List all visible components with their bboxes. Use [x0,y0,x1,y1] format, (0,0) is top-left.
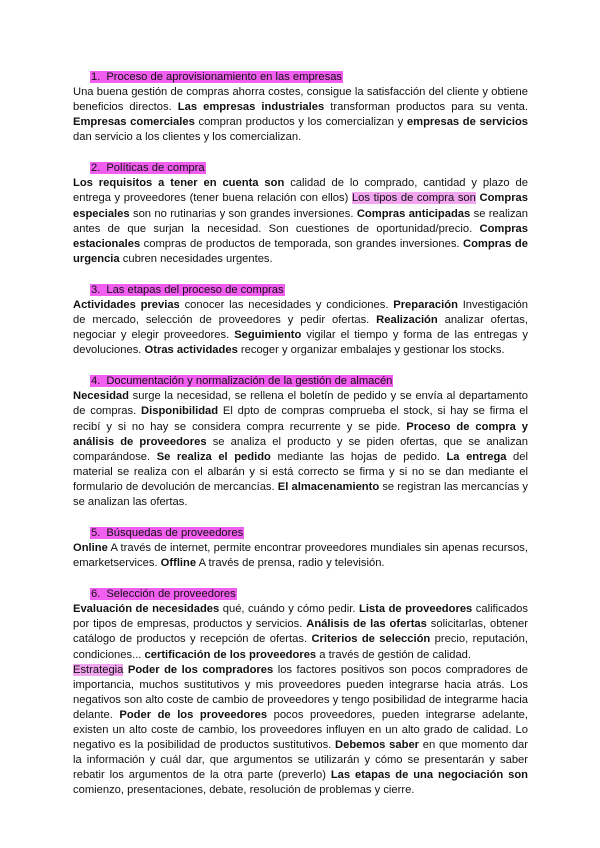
bold-term: Los requisitos a tener en cuenta son [73,177,285,190]
bold-term: Otras actividades [144,344,238,357]
bold-term: Preparación [393,298,458,311]
bold-term: Seguimiento [234,329,302,342]
highlighted-text: Los tipos de compra son [351,192,476,205]
section-heading [73,70,528,84]
section-number: 2. [91,162,101,175]
section-number: 6. [91,588,101,601]
section-paragraph [73,298,528,358]
text-run: transforman productos para su venta. [324,101,529,114]
bold-term: certificación de los proveedores [144,648,317,661]
bold-term: Poder de los compradores [127,663,274,676]
text-run: surge la necesidad, se rellena el boletín de pedido y se envía al departamento de compras. [73,390,528,418]
bold-term: Evaluación de necesidades [73,603,220,616]
text-run: calidad de lo comprado, cantidad y plazo de entrega y proveedores (tener buena relación con ellos) [73,177,528,205]
section-number: 3. [91,283,101,296]
section-heading [73,374,528,388]
bold-term: Criterios de selección [311,633,431,646]
section-heading [73,526,528,540]
section-title: Selección de proveedores [106,588,236,601]
section-heading [73,587,528,601]
section-heading [73,161,528,175]
bold-term: Compras de urgencia [73,237,528,265]
text-run: A través de internet, permite encontrar proveedores mundiales sin apenas recursos, emarketservices. [73,542,528,570]
text-run: vigilar el tiempo y forma de las entregas y devoluciones. [73,329,528,357]
bold-term: empresas de servicios [406,116,529,129]
text-run: se realizan antes de que surjan la necesidad. Son cuestiones de oportunidad/precio. [73,207,528,235]
highlighted-text: Estrategia [73,663,124,676]
bold-term: Empresas comerciales [73,116,195,129]
text-run: A través de prensa, radio y televisión. [196,557,385,570]
section-heading-highlight [90,284,285,296]
section-title: Búsquedas de proveedores [106,527,244,540]
text-run: son no rutinarias y son grandes inversiones. [129,207,357,220]
section-paragraph [73,389,528,510]
section-title: Documentación y normalización de la gestión de almacén [106,375,393,388]
section-paragraph [73,176,528,267]
section-paragraph [73,663,528,799]
section-paragraph [73,541,528,571]
text-run: comienzo, presentaciones, debate, resolución de problemas y cierre. [73,784,415,797]
bold-term: Las etapas de una negociación son [330,769,528,782]
section-heading-highlight [90,71,343,83]
section-spacer [73,145,528,161]
bold-term: Debemos saber [335,739,420,752]
section-spacer [73,510,528,526]
text-run: cubren necesidades urgentes. [119,252,273,265]
text-run: mediante las hojas de pedido. [270,450,447,463]
text-run: recoger y organizar embalajes y gestionar los stocks. [237,344,505,357]
text-run: calificados por tipos de empresas, productos y servicios. [73,603,528,631]
section-spacer [73,358,528,374]
section-title: Proceso de aprovisionamiento en las empresas [106,71,343,83]
text-run: conocer las necesidades y condiciones. [179,298,394,311]
text-run: analizar ofertas, negociar y elegir proveedores. [73,314,528,342]
section-spacer [73,267,528,283]
bold-term: Poder de los proveedores [119,708,268,721]
bold-term: Online [73,542,108,555]
section-spacer [73,571,528,587]
section-heading-highlight [90,588,237,600]
text-run: los factores positivos son pocos compradores de importancia, muchos sustitutivos y mis proveedores pueden integrarse hacia atrás. Los negativos son alto coste de cambio de proveedores y tengo posibilidad de integrarme hacia delante. [73,663,528,721]
document-page [73,70,528,798]
section-paragraph [73,85,528,145]
bold-term: Análisis de las ofertas [306,618,427,631]
bold-term: Compras anticipadas [356,207,471,220]
text-run: se analiza el producto y se piden ofertas, que se analizan comparándose. [73,435,528,463]
text-run: dan servicio a los clientes y los comercializan. [73,131,302,144]
bold-term: Necesidad [73,390,129,403]
text-run: a través de gestión de calidad. [316,648,472,661]
text-run: del material se realiza con el albarán y si está correcto se firma y si no se dan mediante el formulario de devolución de mercancías. [73,450,528,493]
text-run: compran productos y los comercializan y [194,116,407,129]
text-run: Una buena gestión de compras ahorra costes, consigue la satisfacción del cliente y obtiene beneficios directos. [73,86,528,114]
section-heading-highlight [90,162,206,174]
section-number: 5. [91,527,101,540]
text-run: Investigación de mercado, selección de proveedores y pedir ofertas. [73,298,528,327]
text-run: precio, reputación, condiciones... [73,633,528,661]
section-paragraph [73,602,528,662]
bold-term: Proceso de compra y análisis de proveedores [73,420,528,448]
bold-term: Offline [160,557,197,570]
text-run: se registran las mercancías y se analizan las ofertas. [73,480,528,508]
section-number: 1. [91,71,101,83]
section-heading [73,283,528,297]
bold-term: Compras especiales [73,192,528,220]
section-title: Políticas de compra [106,162,205,175]
section-title: Las etapas del proceso de compras [106,283,284,296]
section-heading-highlight [90,527,244,539]
section-number: 4. [91,375,101,388]
section-heading-highlight [90,375,393,387]
bold-term: Compras estacionales [73,222,528,250]
bold-term: Realización [376,314,438,327]
text-run: El dpto de compras comprueba el stock, si hay se firma el recibí y si no hay se considera compra recurrente y se pide. [73,405,528,433]
text-run: solicitarlas, obtener catálogo de productos y recepción de ofertas. [73,618,528,646]
bold-term: La entrega [446,450,507,463]
bold-term: El almacenamiento [277,480,380,493]
bold-term: Disponibilidad [141,405,219,418]
bold-term: Actividades previas [73,298,180,311]
bold-term: Se realiza el pedido [156,450,271,463]
text-run: en que momento dar la información y cuál dar, que argumentos se utilizarán y cómo se presentarán y saber rebatir los argumentos de la otra parte (preverlo) [73,739,528,782]
text-run: compras de productos de temporada, son grandes inversiones. [140,237,463,250]
bold-term: Las empresas industriales [177,101,325,114]
text-run: pocos proveedores, pueden integrarse adelante, existen un alto coste de cambio, los proveedores influyen en un alto grado de calidad. Lo negativo es la posibilidad de productos sustitutivos. [73,708,529,752]
bold-term: Lista de proveedores [358,603,473,616]
text-run: qué, cuándo y cómo pedir. [219,603,359,616]
